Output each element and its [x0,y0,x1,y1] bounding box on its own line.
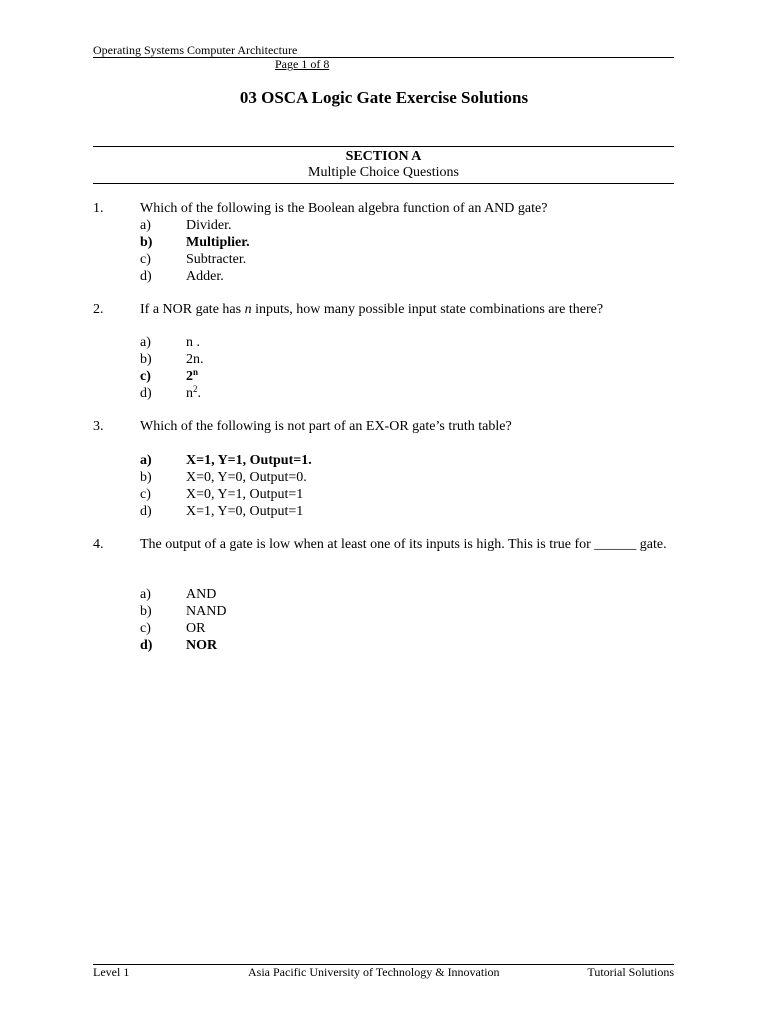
option-letter: c) [140,369,151,384]
option-letter: c) [140,621,151,636]
question-text-end: inputs, how many possible input state combinations are there? [251,302,604,317]
option-letter: d) [140,269,152,284]
question-number: 4. [93,537,104,552]
question-text-start: If a NOR gate has [140,302,245,317]
option-letter: d) [140,504,152,519]
option-letter: a) [140,587,151,602]
option-text: X=1, Y=1, Output=1. [186,453,312,468]
option-letter: d) [140,386,152,401]
option-base: 2 [186,369,193,384]
option-text: AND [186,587,217,602]
page-title: 03 OSCA Logic Gate Exercise Solutions [239,88,529,107]
question-number: 1. [93,201,104,216]
question-text: Which of the following is the Boolean algebra function of an AND gate? [140,201,548,216]
footer-institution: Asia Pacific University of Technology & Innovation [248,965,500,979]
option-text [186,368,198,385]
option-text: OR [186,621,206,636]
option-tail: . [197,386,201,401]
option-text: NOR [186,638,218,653]
option-letter: d) [140,638,153,653]
section-subtitle: Multiple Choice Questions [308,165,459,180]
option-text: n . [186,335,200,350]
footer-doc-type: Tutorial Solutions [587,965,674,979]
question-text [140,301,674,318]
variable-n: n [244,302,252,317]
option-letter: a) [140,335,151,350]
option-superscript: 2 [193,384,198,394]
option-text: Adder. [186,269,224,284]
header-divider [93,57,674,58]
question-number: 2. [93,302,104,317]
option-text: 2n. [186,352,204,367]
option-letter: b) [140,352,152,367]
option-text [186,385,201,402]
option-text: X=0, Y=0, Output=0. [186,470,307,485]
header-course: Operating Systems Computer Architecture [93,43,298,57]
section-title: SECTION A [345,149,422,164]
option-text: X=1, Y=0, Output=1 [186,504,304,519]
question-text: The output of a gate is low when at least one of its inputs is high. This is true for ______ gate. [140,537,667,552]
option-letter: a) [140,218,151,233]
option-letter: b) [140,470,152,485]
option-letter: c) [140,487,151,502]
option-text: X=0, Y=1, Output=1 [186,487,304,502]
question-text: Which of the following is not part of an EX-OR gate’s truth table? [140,419,512,434]
footer-level: Level 1 [93,965,130,979]
page-indicator: Page 1 of 8 [275,57,330,71]
option-text: Subtracter. [186,252,247,267]
option-letter: a) [140,453,152,468]
option-letter: b) [140,604,152,619]
option-letter: c) [140,252,151,267]
option-superscript: n [193,367,199,377]
option-base: n [186,386,193,401]
option-letter: b) [140,235,153,250]
section-header [93,146,674,184]
option-text: NAND [186,604,227,619]
option-text: Divider. [186,218,232,233]
option-text: Multiplier. [186,235,250,250]
question-number: 3. [93,419,104,434]
